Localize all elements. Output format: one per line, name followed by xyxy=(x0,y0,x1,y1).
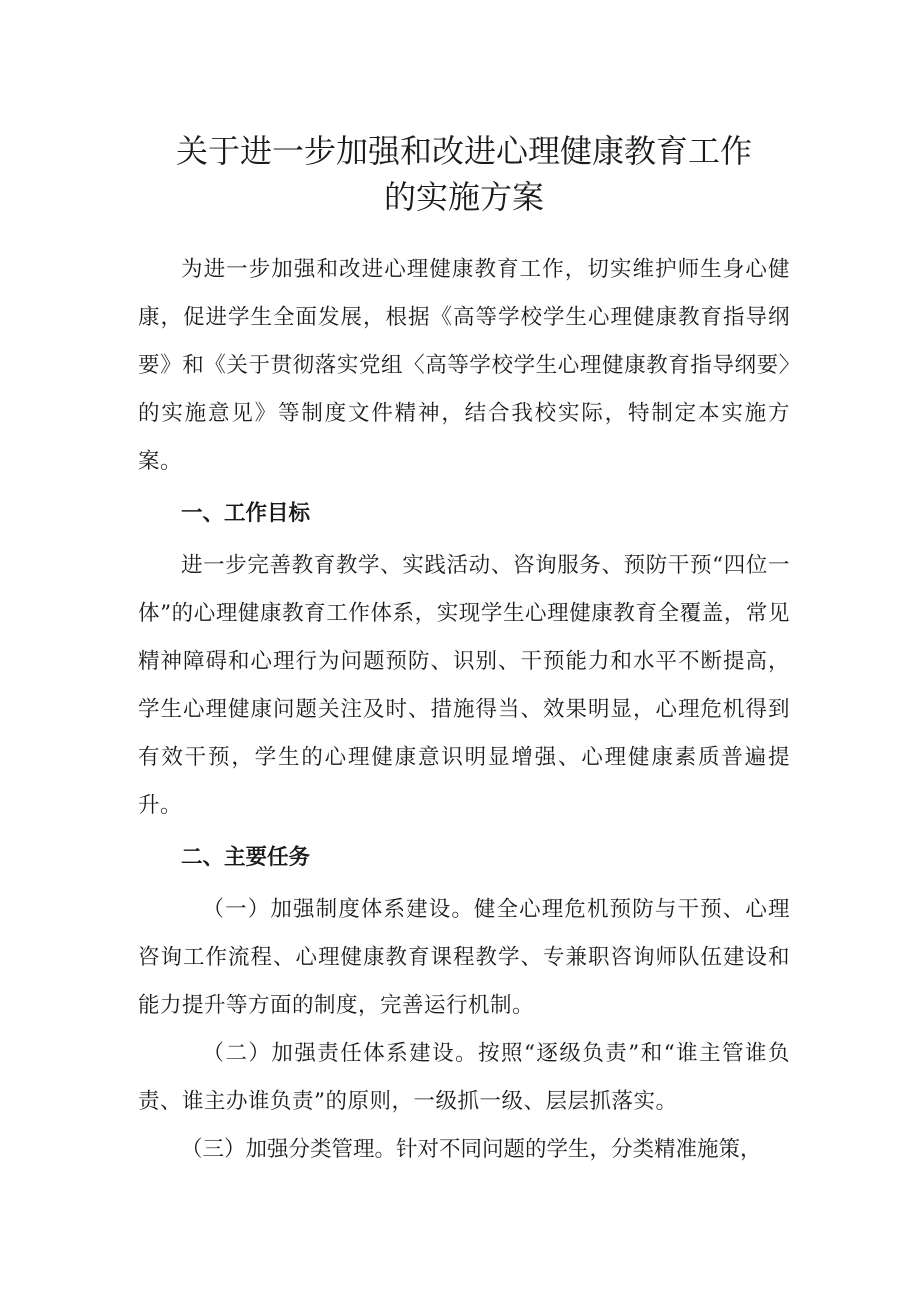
intro-paragraph: 为进一步加强和改进心理健康教育工作，切实维护师生身心健康，促进学生全面发展，根据《高等学校学生心理健康教育指导纲要》和《关于贯彻落实党组〈高等学校学生心理健康教育指导纲要〉的实施意见》等制度文件精神，结合我校实际，特制定本实施方案。 xyxy=(138,257,790,474)
title-line-1: 关于进一步加强和改进心理健康教育工作 xyxy=(175,132,752,170)
task-item-2: （二）加强责任体系建设。按照“逐级负责”和“谁主管谁负责、谁主办谁负责”的原则，一级抓一级、层层抓落实。 xyxy=(138,1041,790,1114)
task-item-3: （三）加强分类管理。针对不同问题的学生，分类精准施策， xyxy=(181,1137,762,1162)
section-heading-tasks: 二、主要任务 xyxy=(181,845,311,870)
document-page xyxy=(138,128,790,1174)
document-title xyxy=(138,128,790,220)
title-line-2: 的实施方案 xyxy=(383,178,544,216)
goals-paragraph: 进一步完善教育教学、实践活动、咨询服务、预防干预“四位一体”的心理健康教育工作体系，实现学生心理健康教育全覆盖，常见精神障碍和心理行为问题预防、识别、干预能力和水平不断提高，学生心理健康问题关注及时、措施得当、效果明显，心理危机得到有效干预，学生的心理健康意识明显增强、心理健康素质普遍提升。 xyxy=(138,553,790,818)
document-body xyxy=(138,246,790,1174)
section-heading-goals: 一、工作目标 xyxy=(181,501,311,526)
task-item-1: （一）加强制度体系建设。健全心理危机预防与干预、心理咨询工作流程、心理健康教育课程教学、专兼职咨询师队伍建设和能力提升等方面的制度，完善运行机制。 xyxy=(138,897,790,1018)
